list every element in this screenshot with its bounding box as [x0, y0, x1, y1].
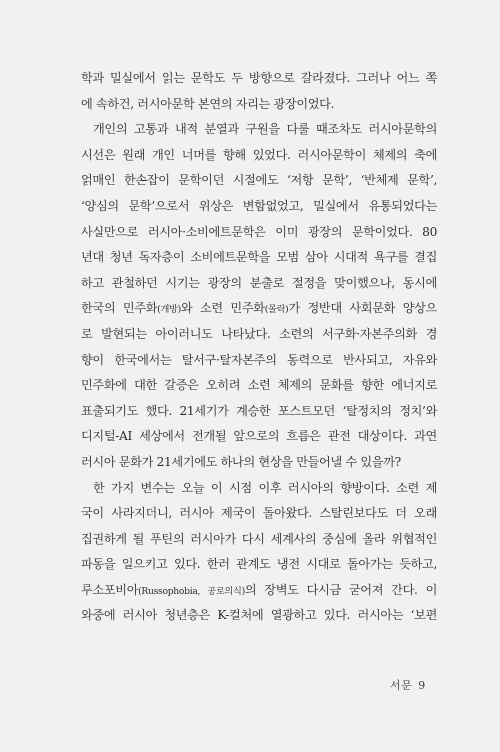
body-text [81, 66, 437, 629]
text-line: 에 속하건, 러시아문학 본연의 자리는 광장이었다. [81, 96, 335, 111]
text-line: 학과 밀실에서 읽는 문학도 두 방향으로 갈라졌다. 그러나 어느 쪽 [81, 71, 437, 85]
text-line: 와중에 러시아 청년층은 K-컬처에 열광하고 있다. 러시아는 ‘보편 [81, 608, 437, 623]
text-line: 집권하게 될 푸틴의 러시아가 다시 세계사의 중심에 올라 위협적인 [81, 531, 437, 546]
text-line: 민주화에 대한 갈증은 오히려 소련 체제의 문화를 향한 에너지로 [81, 378, 437, 393]
section-title: 서문 [390, 679, 413, 692]
text-line: 한국의 민주화(개방)와 소련 민주화(몰락)가 정반대 사회문화 양상으 [81, 301, 437, 316]
text-line: 얽매인 한손잡이 문학이던 시절에도 ‘저항 문학’, ‘반체제 문학’, [81, 173, 437, 188]
text-line: 루소포비아(Russophobia, 공로의식)의 장벽도 다시금 굳어져 간다. 이 [81, 582, 437, 597]
text-line: 년대 청년 독자층이 소비에트문학을 모범 삼아 시대적 욕구를 결집 [81, 250, 437, 265]
page-number: 9 [418, 679, 426, 692]
text-line: 한 가지 변수는 오늘 이 시점 이후 러시아의 향방이다. 소련 제 [93, 480, 437, 495]
text-line: 향이 한국에서는 탈서구·탈자본주의 동력으로 반사되고, 자유와 [81, 352, 437, 367]
text-line: 개인의 고통과 내적 분열과 구원을 다룰 때조차도 러시아문학의 [93, 122, 437, 137]
text-line: 파동을 일으키고 있다. 한러 관계도 냉전 시대로 돌아가는 듯하고, [81, 557, 437, 572]
text-line: ‘양심의 문학’으로서 위상은 변함없었고, 밀실에서 유통되었다는 [81, 198, 437, 213]
text-line: 로 발현되는 아이러니도 나타났다. 소련의 서구화·자본주의화 경 [81, 326, 437, 341]
text-line: 러시아 문화가 21세기에도 하나의 현상을 만들어낼 수 있을까? [81, 454, 401, 469]
text-line: 국이 사라지더니, 러시아 제국이 돌아왔다. 스탈린보다도 더 오래 [81, 506, 437, 521]
text-line: 표출되기도 했다. 21세기가 계승한 포스트모던 ‘탈정치의 정치’와 [81, 403, 437, 418]
page-footer [390, 677, 426, 693]
text-line: 시선은 원래 개인 너머를 향해 있었다. 러시아문학이 체제의 축에 [81, 147, 437, 162]
text-line: 사실만으로 러시아·소비에트문학은 이미 광장의 문학이었다. 80 [81, 224, 437, 239]
text-line: 하고 관철하던 시기는 광장의 분출로 절정을 맞이했으나, 동시에 [81, 275, 437, 290]
text-line: 디지털-AI 세상에서 전개될 앞으로의 흐름은 관전 대상이다. 과연 [81, 429, 437, 444]
